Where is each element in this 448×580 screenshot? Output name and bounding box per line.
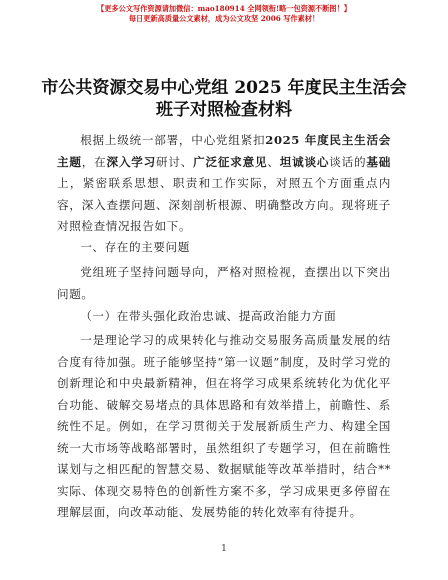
intro-bold-4: 坦诚谈心 <box>279 154 330 169</box>
intro-text-1: 根据上级统一部署，中心党组紧扣 <box>80 133 266 147</box>
intro-paragraph <box>57 130 391 238</box>
promo-banner-line-2: 每日更新高质量公文素材，成为公文攻坚 2006 写作素材！ <box>128 14 320 23</box>
intro-bold-2: 深入学习 <box>106 154 156 169</box>
document-title-line-2: 班子对照检查材料 <box>156 100 292 120</box>
problems-intro-paragraph: 党组班子坚持问题导向，严格对照检视，查摆出以下突出问题。 <box>57 265 391 301</box>
promo-banner-line-1: 【更多公文写作资源请加微信：mao180914 全网领衔!略一包资源不断图！】 <box>97 4 351 13</box>
issue-one-paragraph: 一是理论学习的成果转化与推动交易服务高质量发展的结合度有待加强。班子能够坚持“第一议题”制度，及时学习党的创新理论和中央最新精神，但在将学习成果系统转化为优化平台功能、破解交易堵点的具体思路和有效举措上，前瞻性、系统性不足。例如，在学习贯彻关于发展新质生产力、构建全国统一大市场等战略部署时，虽然组织了专题学习，但在前瞻性谋划与之相匹配的智慧交易、数据赋能等改革举措时，结合**实际、体现交易特色的创新性方案不多，学习成果更多停留在理解层面，向改革动能、发展势能的转化效率有待提升。 <box>57 333 391 519</box>
intro-bold-3: 广泛征求意见 <box>193 154 268 169</box>
intro-text-2: ，在 <box>81 154 107 169</box>
intro-text-4: 、 <box>267 154 280 169</box>
intro-text-5: 谈话的 <box>329 154 367 169</box>
document-title-line-1: 市公共资源交易中心党组 2025 年度民主生活会 <box>41 78 407 98</box>
intro-bold-1: 2025 年度民主生活会主题 <box>57 133 391 169</box>
intro-text-6: 上，紧密联系思想、职责和工作实际，对照五个方面重点内容，深入查摆问题、深刻剖析根源、明确整改方向。现将班子对照检查情况报告如下。 <box>57 176 391 233</box>
subsection-heading-1: （一）在带头强化政治忠诚、提高政治能力方面 <box>80 309 337 323</box>
page-number: 1 <box>221 544 227 554</box>
section-heading-1: 一、存在的主要问题 <box>80 240 190 254</box>
intro-text-3: 研讨、 <box>156 154 194 169</box>
intro-bold-5: 基础 <box>366 154 391 169</box>
